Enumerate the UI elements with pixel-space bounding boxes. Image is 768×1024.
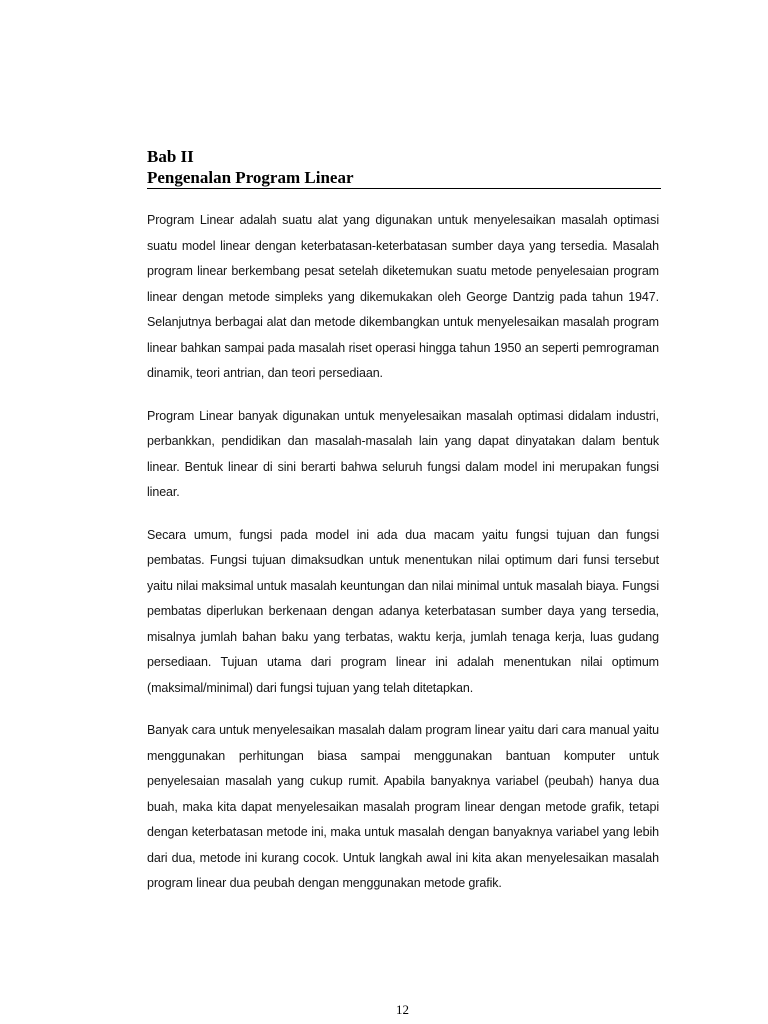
paragraph-2: Program Linear banyak digunakan untuk menyelesaikan masalah optimasi didalam industri, perbankkan, pendidikan dan masalah-masalah lain yang dapat dinyatakan dalam bentuk linear. Bentuk linear di sini berarti bahwa seluruh fungsi dalam model ini merupakan fungsi linear. xyxy=(147,408,659,499)
page-number: 12 xyxy=(396,1002,409,1017)
heading-divider xyxy=(147,188,661,189)
chapter-label: Bab II xyxy=(147,147,194,166)
paragraph-4: Banyak cara untuk menyelesaikan masalah dalam program linear yaitu dari cara manual yaitu menggunakan perhitungan biasa sampai menggunakan bantuan komputer untuk penyelesaian masalah yang cukup rumit. Apabila banyaknya variabel (peubah) hanya dua buah, maka kita dapat menyelesaikan masalah program linear dengan metode grafik, tetapi dengan keterbatasan metode ini, maka untuk masalah dengan banyaknya variabel yang lebih dari dua, metode ini kurang cocok. Untuk langkah awal ini kita akan menyelesaikan masalah program linear dua peubah dengan menggunakan metode grafik. xyxy=(147,723,659,890)
chapter-title: Pengenalan Program Linear xyxy=(147,168,354,187)
body-text xyxy=(147,208,659,914)
paragraph-1: Program Linear adalah suatu alat yang digunakan untuk menyelesaikan masalah optimasi suatu model linear dengan keterbatasan-keterbatasan sumber daya yang tersedia. Masalah program linear berkembang pesat setelah diketemukan suatu metode penyelesaian program linear dengan metode simpleks yang dikemukakan oleh George Dantzig pada tahun 1947. Selanjutnya berbagai alat dan metode dikembangkan untuk menyelesaikan masalah program linear bahkan sampai pada masalah riset operasi hingga tahun 1950 an seperti pemrograman dinamik, teori antrian, dan teori persediaan. xyxy=(147,213,659,380)
chapter-heading xyxy=(147,146,661,188)
paragraph-3: Secara umum, fungsi pada model ini ada dua macam yaitu fungsi tujuan dan fungsi pembatas. Fungsi tujuan dimaksudkan untuk menentukan nilai optimum dari funsi tersebut yaitu nilai maksimal untuk masalah keuntungan dan nilai minimal untuk masalah biaya. Fungsi pembatas diperlukan berkenaan dengan adanya keterbatasan sumber daya yang tersedia, misalnya jumlah bahan baku yang terbatas, waktu kerja, jumlah tenaga kerja, luas gudang persediaan. Tujuan utama dari program linear ini adalah menentukan nilai optimum (maksimal/minimal) dari fungsi tujuan yang telah ditetapkan. xyxy=(147,527,660,695)
